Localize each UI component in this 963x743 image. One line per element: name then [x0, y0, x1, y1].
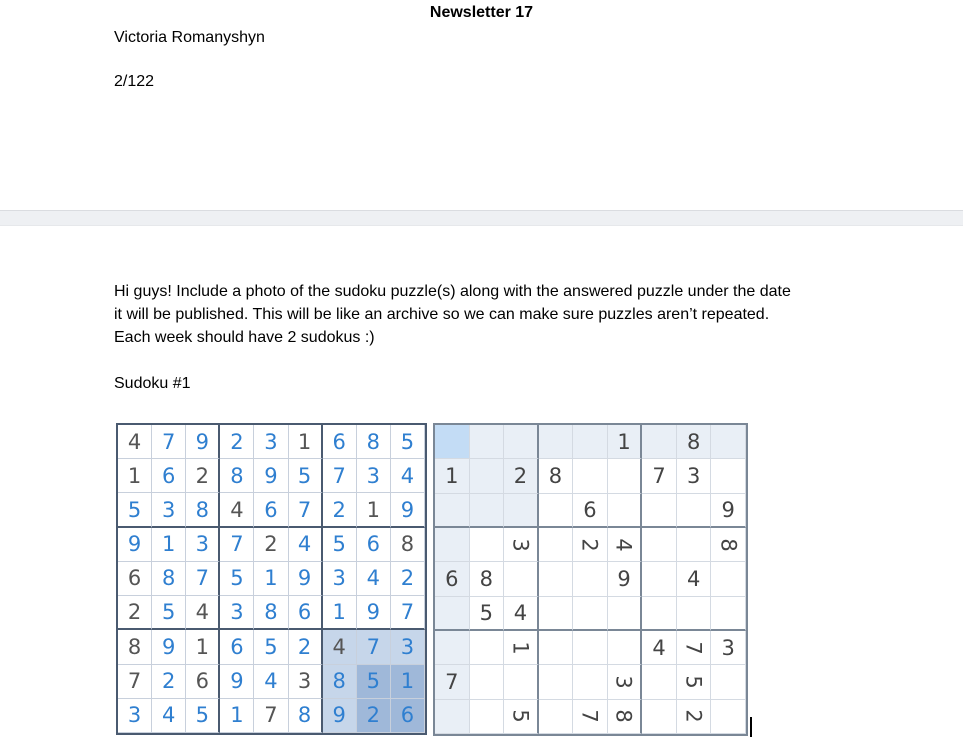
- sudoku-cell: [677, 597, 712, 631]
- page-number: 2/122: [114, 73, 155, 90]
- sudoku-cell: [608, 631, 643, 665]
- sudoku-cell: [152, 425, 186, 459]
- sudoku-cell: [504, 528, 539, 562]
- sudoku-label: Sudoku #1: [114, 375, 191, 392]
- sudoku-cell: [391, 459, 425, 493]
- intro-paragraph: [114, 280, 874, 349]
- sudoku-cell: [118, 425, 152, 459]
- sudoku-cell: [573, 494, 608, 528]
- cell-digit: 4: [652, 635, 666, 660]
- cell-digit: 7: [681, 640, 706, 655]
- sudoku-cell: [323, 562, 357, 596]
- intro-line: it will be published. This will be like an archive so we can make sure puzzles aren’t repeated.: [114, 306, 770, 323]
- sudoku-cell: [152, 459, 186, 493]
- cell-digit: 6: [230, 634, 244, 659]
- sudoku-cell: [539, 425, 574, 459]
- sudoku-cell: [254, 425, 288, 459]
- sudoku-cell: [118, 459, 152, 493]
- cell-digit: 7: [652, 463, 666, 488]
- cell-digit: 6: [161, 463, 176, 488]
- sudoku-cell: [608, 528, 643, 562]
- sudoku-cell: [711, 459, 746, 493]
- cell-digit: 5: [681, 675, 706, 689]
- sudoku-solution-image[interactable]: [116, 423, 427, 735]
- cell-digit: 3: [195, 532, 209, 557]
- sudoku-cell: [254, 596, 288, 630]
- sudoku-cell: [470, 562, 505, 596]
- sudoku-cell: [677, 700, 712, 734]
- sudoku-cell: [186, 699, 220, 733]
- cell-digit: 7: [400, 600, 415, 625]
- cell-digit: 6: [366, 532, 380, 557]
- sudoku-cell: [470, 597, 505, 631]
- sudoku-cell: [391, 596, 425, 630]
- sudoku-cell: [186, 459, 220, 493]
- cell-digit: 8: [230, 463, 244, 488]
- cell-digit: 4: [195, 600, 209, 625]
- sudoku-cell: [323, 699, 357, 733]
- sudoku-cell: [435, 700, 470, 734]
- sudoku-cell: [186, 493, 220, 527]
- text-cursor: [750, 717, 752, 737]
- cell-digit: 5: [297, 463, 312, 488]
- sudoku-cell: [677, 494, 712, 528]
- sudoku-cell: [435, 528, 470, 562]
- sudoku-cell: [470, 665, 505, 699]
- sudoku-cell: [677, 425, 712, 459]
- sudoku-cell: [152, 528, 186, 562]
- sudoku-cell: [323, 425, 357, 459]
- cell-digit: 3: [264, 429, 278, 454]
- sudoku-cell: [504, 562, 539, 596]
- sudoku-cell: [642, 700, 677, 734]
- cell-digit: 2: [400, 566, 415, 591]
- sudoku-cell: [186, 596, 220, 630]
- cell-digit: 2: [127, 600, 142, 625]
- cell-digit: 2: [264, 532, 278, 557]
- cell-digit: 9: [617, 566, 631, 591]
- sudoku-cell: [435, 631, 470, 665]
- cell-digit: 2: [161, 669, 176, 694]
- sudoku-cell: [711, 562, 746, 596]
- sudoku-cell: [118, 562, 152, 596]
- cell-digit: 7: [577, 709, 602, 723]
- sudoku-cell: [677, 562, 712, 596]
- sudoku-cell: [435, 494, 470, 528]
- sudoku-cell: [186, 528, 220, 562]
- cell-digit: 7: [161, 429, 176, 454]
- sudoku-cell: [573, 459, 608, 493]
- sudoku-cell: [323, 630, 357, 664]
- cell-digit: 4: [297, 532, 312, 557]
- cell-digit: 4: [127, 429, 142, 454]
- cell-digit: 5: [195, 703, 209, 728]
- cell-digit: 1: [195, 634, 209, 659]
- cell-digit: 1: [161, 532, 176, 557]
- sudoku-cell: [539, 597, 574, 631]
- sudoku-cell: [642, 562, 677, 596]
- cell-digit: 9: [195, 429, 209, 454]
- cell-digit: 6: [195, 669, 209, 694]
- cell-digit: 2: [195, 463, 209, 488]
- cell-digit: 9: [721, 497, 735, 522]
- sudoku-cell: [435, 425, 470, 459]
- sudoku-cell: [254, 699, 288, 733]
- sudoku-cell: [289, 562, 323, 596]
- sudoku-cell: [504, 631, 539, 665]
- cell-digit: 7: [297, 497, 312, 522]
- sudoku-cell: [435, 665, 470, 699]
- sudoku-cell: [504, 425, 539, 459]
- cell-digit: 8: [332, 669, 346, 694]
- sudoku-cell: [573, 665, 608, 699]
- sudoku-cell: [573, 528, 608, 562]
- sudoku-cell: [391, 630, 425, 664]
- sudoku-cell: [539, 665, 574, 699]
- sudoku-cell: [435, 459, 470, 493]
- newsletter-title: Newsletter 17: [429, 4, 534, 21]
- sudoku-cell: [539, 494, 574, 528]
- sudoku-cell: [642, 528, 677, 562]
- sudoku-cell: [357, 596, 391, 630]
- sudoku-cell: [470, 459, 505, 493]
- sudoku-cell: [608, 425, 643, 459]
- cell-digit: 6: [332, 429, 346, 454]
- cell-digit: 7: [230, 532, 244, 557]
- sudoku-cell: [186, 665, 220, 699]
- sudoku-cell: [711, 597, 746, 631]
- sudoku-cell: [470, 700, 505, 734]
- intro-line: Hi guys! Include a photo of the sudoku puzzle(s) along with the answered puzzle under the date: [114, 283, 791, 300]
- cell-digit: 2: [513, 463, 528, 488]
- sudoku-cell: [642, 665, 677, 699]
- sudoku-cell: [186, 630, 220, 664]
- sudoku-cell: [220, 596, 254, 630]
- cell-digit: 9: [400, 497, 415, 522]
- sudoku-cell: [608, 665, 643, 699]
- sudoku-cell: [711, 631, 746, 665]
- sudoku-cell: [391, 493, 425, 527]
- author-name: Victoria Romanyshyn: [114, 29, 265, 46]
- cell-digit: 1: [297, 429, 312, 454]
- sudoku-cell: [357, 459, 391, 493]
- sudoku-cell: [435, 562, 470, 596]
- cell-digit: 1: [617, 429, 631, 454]
- cell-digit: 8: [716, 537, 741, 552]
- sudoku-cell: [152, 493, 186, 527]
- cell-digit: 3: [400, 634, 415, 659]
- sudoku-cell: [289, 528, 323, 562]
- sudoku-cell: [323, 528, 357, 562]
- sudoku-cell: [220, 699, 254, 733]
- cell-digit: 8: [297, 703, 312, 728]
- cell-digit: 4: [612, 537, 637, 552]
- cell-digit: 8: [366, 429, 380, 454]
- cell-digit: 3: [332, 566, 346, 591]
- sudoku-cell: [357, 493, 391, 527]
- sudoku-cell: [289, 665, 323, 699]
- sudoku-cell: [254, 459, 288, 493]
- sudoku-cell: [118, 630, 152, 664]
- sudoku-cell: [573, 631, 608, 665]
- sudoku-cell: [152, 699, 186, 733]
- sudoku-cell: [254, 630, 288, 664]
- sudoku-cell: [539, 562, 574, 596]
- cell-digit: 4: [264, 669, 278, 694]
- sudoku-cell: [504, 459, 539, 493]
- sudoku-cell: [711, 528, 746, 562]
- cell-digit: 8: [479, 566, 494, 591]
- sudoku-cell: [152, 596, 186, 630]
- sudoku-cell: [391, 425, 425, 459]
- cell-digit: 2: [681, 709, 706, 723]
- sudoku-cell: [677, 631, 712, 665]
- cell-digit: 5: [508, 709, 533, 723]
- cell-digit: 1: [445, 463, 459, 488]
- cell-digit: 5: [400, 429, 415, 454]
- sudoku-cell: [573, 562, 608, 596]
- cell-digit: 3: [297, 669, 312, 694]
- sudoku-puzzle-image[interactable]: [433, 423, 748, 736]
- sudoku-cell: [391, 699, 425, 733]
- sudoku-cell: [504, 700, 539, 734]
- sudoku-cell: [539, 700, 574, 734]
- sudoku-cell: [642, 597, 677, 631]
- cell-digit: 9: [332, 703, 346, 728]
- sudoku-cell: [220, 630, 254, 664]
- cell-digit: 1: [230, 703, 244, 728]
- cell-digit: 3: [230, 600, 244, 625]
- cell-digit: 1: [366, 497, 380, 522]
- cell-digit: 2: [332, 497, 346, 522]
- cell-digit: 7: [195, 566, 209, 591]
- sudoku-cell: [289, 459, 323, 493]
- cell-digit: 2: [366, 703, 380, 728]
- cell-digit: 4: [400, 463, 415, 488]
- cell-digit: 3: [721, 635, 735, 660]
- cell-digit: 6: [400, 703, 415, 728]
- cell-digit: 2: [230, 429, 244, 454]
- sudoku-cell: [118, 699, 152, 733]
- cell-digit: 5: [366, 669, 380, 694]
- cell-digit: 4: [513, 600, 528, 625]
- sudoku-cell: [357, 699, 391, 733]
- cell-digit: 7: [366, 634, 380, 659]
- sudoku-cell: [289, 630, 323, 664]
- cell-digit: 3: [612, 675, 637, 689]
- sudoku-cell: [539, 459, 574, 493]
- sudoku-cell: [357, 562, 391, 596]
- sudoku-cell: [118, 596, 152, 630]
- sudoku-cell: [642, 459, 677, 493]
- cell-digit: 4: [161, 703, 176, 728]
- sudoku-cell: [539, 631, 574, 665]
- cell-digit: 2: [297, 634, 312, 659]
- sudoku-cell: [357, 665, 391, 699]
- cell-digit: 9: [127, 532, 142, 557]
- cell-digit: 6: [127, 566, 142, 591]
- sudoku-cell: [470, 528, 505, 562]
- sudoku-cell: [357, 630, 391, 664]
- sudoku-cell: [254, 562, 288, 596]
- cell-digit: 3: [161, 497, 176, 522]
- cell-digit: 8: [127, 634, 142, 659]
- sudoku-cell: [677, 665, 712, 699]
- sudoku-cell: [289, 493, 323, 527]
- cell-digit: 8: [612, 709, 637, 723]
- sudoku-cell: [435, 597, 470, 631]
- sudoku-cell: [573, 700, 608, 734]
- cell-digit: 6: [445, 566, 459, 591]
- sudoku-cell: [470, 425, 505, 459]
- sudoku-cell: [711, 425, 746, 459]
- sudoku-cell: [470, 494, 505, 528]
- sudoku-cell: [642, 631, 677, 665]
- sudoku-cell: [220, 665, 254, 699]
- sudoku-cell: [677, 528, 712, 562]
- cell-digit: 4: [230, 497, 244, 522]
- cell-digit: 9: [366, 600, 380, 625]
- sudoku-cell: [118, 528, 152, 562]
- sudoku-cell: [323, 596, 357, 630]
- sudoku-cell: [152, 562, 186, 596]
- cell-digit: 3: [686, 463, 701, 488]
- sudoku-cell: [289, 425, 323, 459]
- sudoku-cell: [220, 425, 254, 459]
- sudoku-cell: [677, 459, 712, 493]
- sudoku-cell: [711, 665, 746, 699]
- sudoku-cell: [289, 699, 323, 733]
- sudoku-cell: [391, 528, 425, 562]
- cell-digit: 4: [332, 634, 346, 659]
- sudoku-cell: [642, 425, 677, 459]
- cell-digit: 7: [445, 669, 459, 694]
- sudoku-cell: [504, 494, 539, 528]
- sudoku-cell: [642, 494, 677, 528]
- cell-digit: 8: [264, 600, 278, 625]
- sudoku-cell: [573, 597, 608, 631]
- sudoku-cell: [711, 700, 746, 734]
- intro-line: Each week should have 2 sudokus :): [114, 329, 375, 346]
- cell-digit: 5: [264, 634, 278, 659]
- cell-digit: 6: [297, 600, 312, 625]
- cell-digit: 8: [195, 497, 209, 522]
- cell-digit: 2: [577, 537, 602, 552]
- sudoku-cell: [118, 493, 152, 527]
- sudoku-cell: [118, 665, 152, 699]
- cell-digit: 5: [127, 497, 142, 522]
- sudoku-cell: [711, 494, 746, 528]
- cell-digit: 5: [479, 600, 494, 625]
- page-separator: [0, 210, 963, 226]
- sudoku-cell: [152, 630, 186, 664]
- cell-digit: 1: [332, 600, 346, 625]
- sudoku-cell: [254, 493, 288, 527]
- sudoku-cell: [220, 459, 254, 493]
- sudoku-cell: [539, 528, 574, 562]
- cell-digit: 7: [332, 463, 346, 488]
- sudoku-cell: [323, 493, 357, 527]
- cell-digit: 1: [127, 463, 142, 488]
- cell-digit: 9: [161, 634, 176, 659]
- cell-digit: 8: [161, 566, 176, 591]
- sudoku-cell: [608, 494, 643, 528]
- cell-digit: 4: [686, 566, 701, 591]
- sudoku-cell: [391, 665, 425, 699]
- cell-digit: 3: [127, 703, 142, 728]
- cell-digit: 9: [264, 463, 278, 488]
- sudoku-cell: [608, 459, 643, 493]
- cell-digit: 7: [264, 703, 278, 728]
- sudoku-cell: [323, 459, 357, 493]
- sudoku-cell: [323, 665, 357, 699]
- cell-digit: 6: [264, 497, 278, 522]
- cell-digit: 5: [230, 566, 244, 591]
- cell-digit: 9: [230, 669, 244, 694]
- cell-digit: 3: [508, 537, 533, 552]
- cell-digit: 4: [366, 566, 380, 591]
- cell-digit: 5: [161, 600, 176, 625]
- sudoku-cell: [504, 665, 539, 699]
- cell-digit: 1: [264, 566, 278, 591]
- sudoku-cell: [220, 562, 254, 596]
- cell-digit: 1: [508, 640, 533, 655]
- sudoku-cell: [254, 665, 288, 699]
- cell-digit: 3: [366, 463, 380, 488]
- cell-digit: 7: [127, 669, 142, 694]
- sudoku-cell: [470, 631, 505, 665]
- sudoku-cell: [357, 425, 391, 459]
- sudoku-cell: [608, 597, 643, 631]
- sudoku-cell: [608, 700, 643, 734]
- sudoku-cell: [220, 528, 254, 562]
- cell-digit: 8: [548, 463, 563, 488]
- sudoku-cell: [573, 425, 608, 459]
- sudoku-cell: [289, 596, 323, 630]
- sudoku-cell: [608, 562, 643, 596]
- cell-digit: 9: [297, 566, 312, 591]
- cell-digit: 8: [686, 429, 701, 454]
- sudoku-cell: [504, 597, 539, 631]
- sudoku-cell: [357, 528, 391, 562]
- sudoku-cell: [186, 562, 220, 596]
- sudoku-cell: [254, 528, 288, 562]
- sudoku-cell: [220, 493, 254, 527]
- cell-digit: 5: [332, 532, 346, 557]
- cell-digit: 1: [400, 669, 415, 694]
- sudoku-cell: [391, 562, 425, 596]
- sudoku-cell: [186, 425, 220, 459]
- cell-digit: 8: [400, 532, 415, 557]
- cell-digit: 6: [583, 497, 597, 522]
- sudoku-cell: [152, 665, 186, 699]
